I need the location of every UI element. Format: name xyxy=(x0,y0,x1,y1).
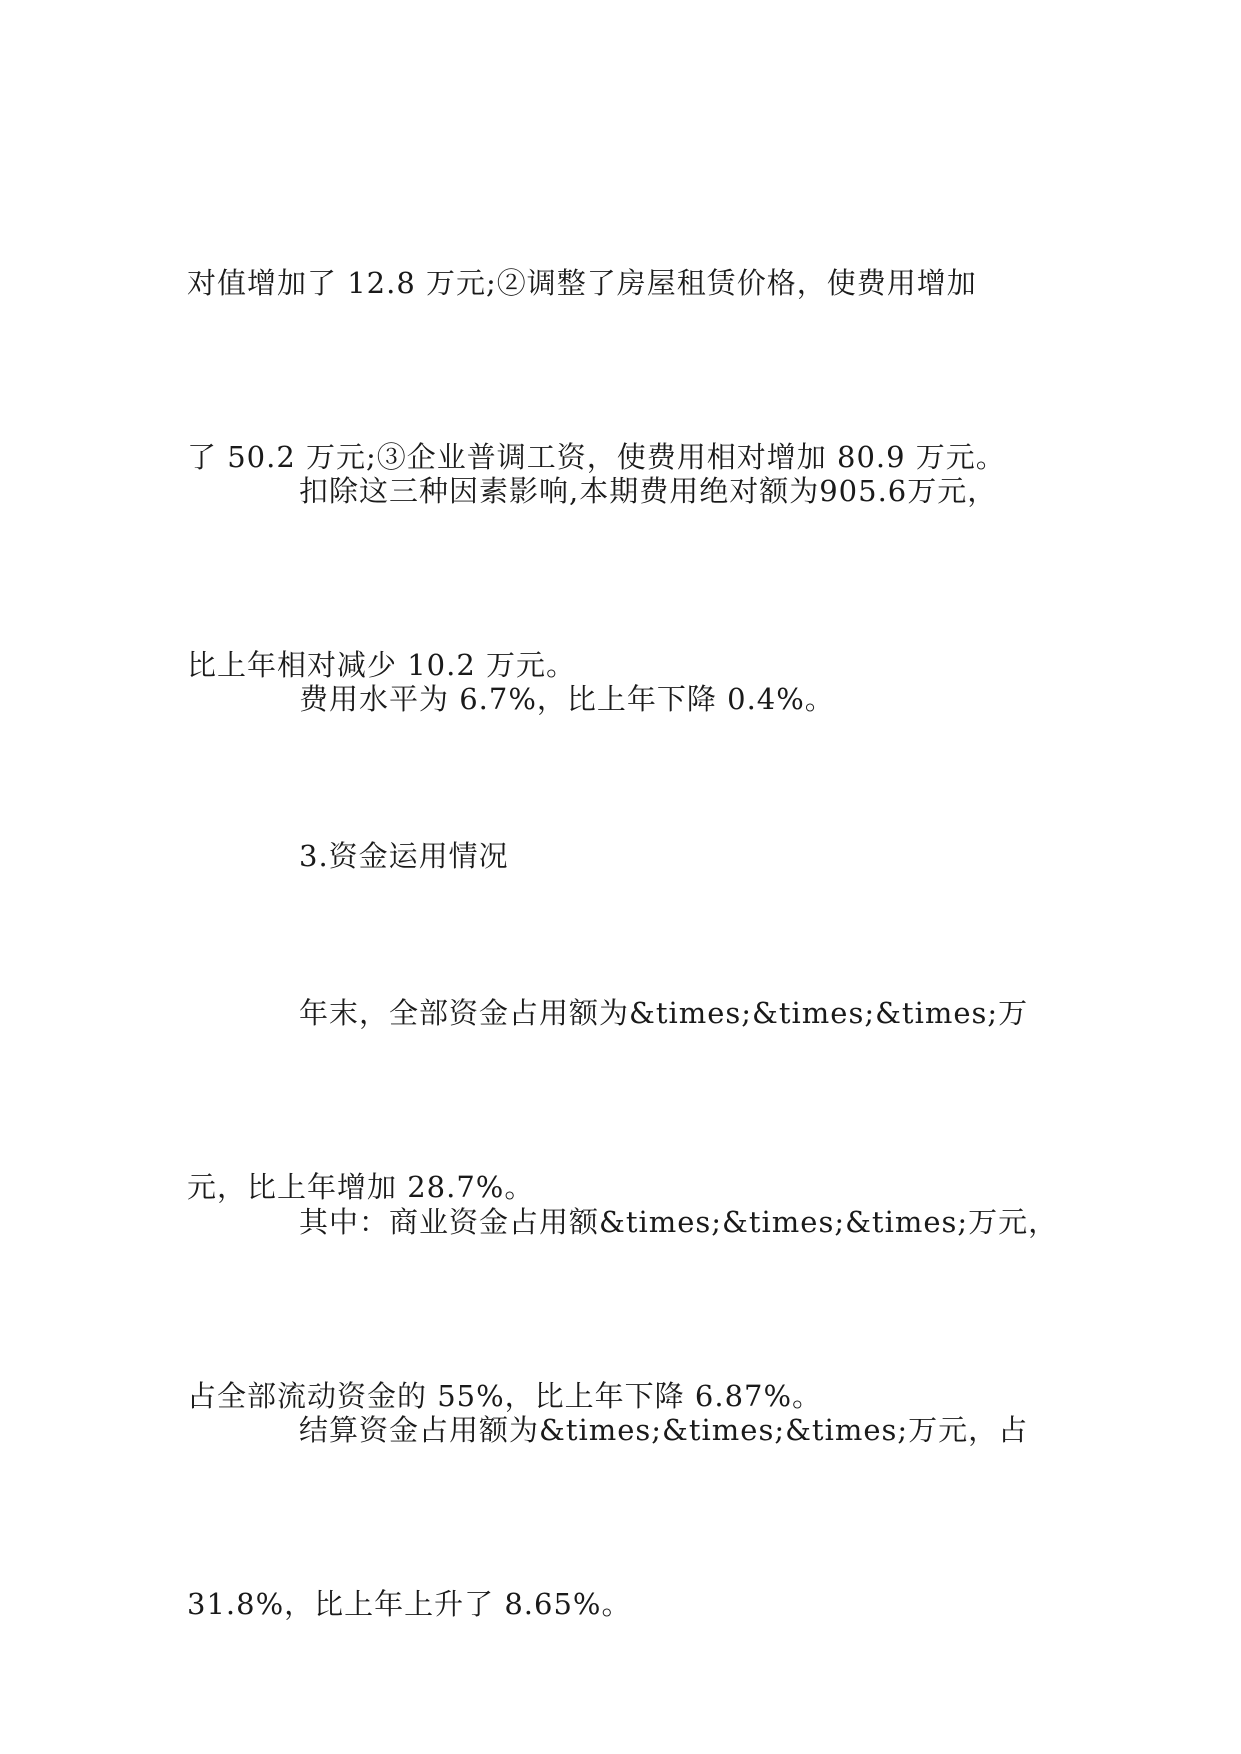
text-line: 了 50.2 万元;③企业普调工资，使费用相对增加 80.9 万元。 xyxy=(187,440,1006,474)
text-line: 31.8%，比上年上升了 8.65%。 xyxy=(187,1587,632,1621)
text-line: 结算资金占用额为&times;&times;&times;万元，占 xyxy=(299,1413,1029,1447)
text-line: 对值增加了 12.8 万元;②调整了房屋租赁价格，使费用增加 xyxy=(187,266,977,300)
text-line: 其中：商业资金占用额&times;&times;&times;万元， xyxy=(299,1205,1059,1239)
text-line: 占全部流动资金的 55%，比上年下降 6.87%。 xyxy=(187,1379,823,1413)
text-line: 3.资金运用情况 xyxy=(299,839,509,873)
text-line: 扣除这三种因素影响,本期费用绝对额为905.6万元， xyxy=(299,474,998,508)
paragraph-settlement-funds xyxy=(187,1285,1057,1749)
text-line: 元，比上年增加 28.7%。 xyxy=(187,1170,535,1204)
text-line: 费用水平为 6.7%，比上年下降 0.4%。 xyxy=(299,682,835,716)
text-line: 年末，全部资金占用额为&times;&times;&times;万 xyxy=(299,996,1029,1030)
text-line: 比上年相对减少 10.2 万元。 xyxy=(187,648,577,682)
